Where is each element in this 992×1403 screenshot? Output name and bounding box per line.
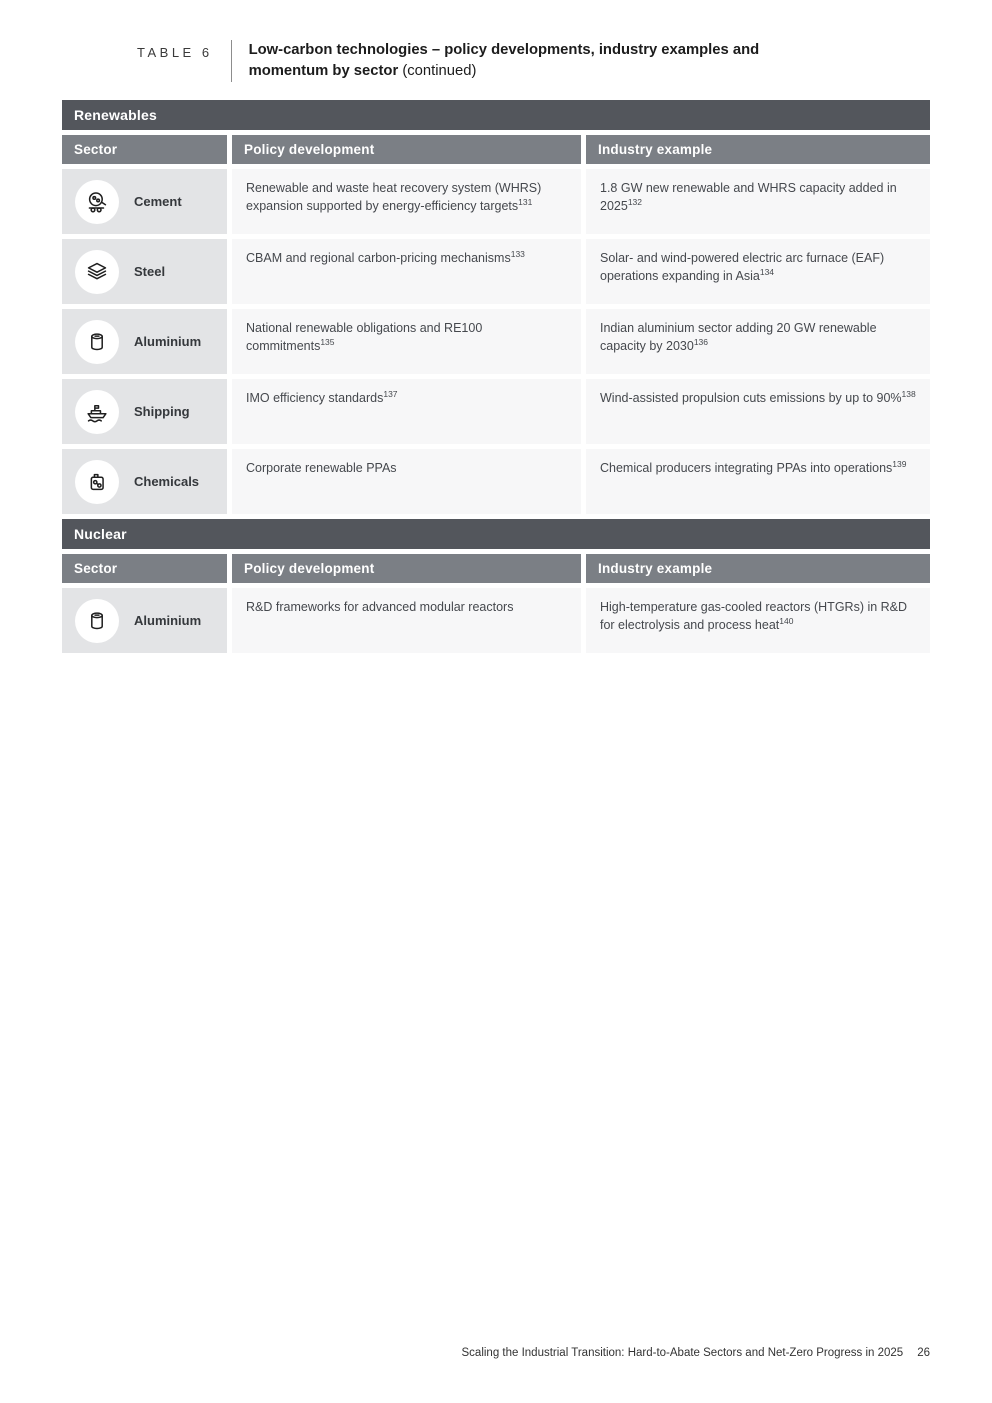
header-divider (231, 40, 232, 82)
sector-cell (62, 169, 227, 234)
industry-text: Indian aluminium sector adding 20 GW renewable capacity by 2030$^{136}$ (600, 321, 877, 353)
sector-cell (62, 309, 227, 374)
policy-cell (232, 309, 581, 374)
sector-cell (62, 239, 227, 304)
industry-cell (586, 379, 930, 444)
industry-text: Solar- and wind-powered electric arc furnace (EAF) operations expanding in Asia$^{134}$ (600, 251, 885, 283)
sector-table (62, 100, 930, 658)
page-title-continued: (continued) (402, 63, 477, 79)
table-row (62, 379, 930, 444)
industry-cell (586, 588, 930, 653)
sector-label: Steel (134, 264, 166, 279)
column-header-policy: Policy development (232, 135, 581, 164)
policy-cell (232, 379, 581, 444)
document-header (137, 40, 809, 82)
sector-label: Cement (134, 194, 182, 209)
sector-cell (62, 379, 227, 444)
industry-cell (586, 239, 930, 304)
industry-text: Wind-assisted propulsion cuts emissions by up to 90%$^{138}$ (600, 388, 916, 405)
sector-label: Aluminium (134, 334, 202, 349)
table-row (62, 449, 930, 514)
aluminium-icon (75, 320, 119, 364)
policy-text: CBAM and regional carbon-pricing mechanisms$^{133}$ (246, 248, 525, 265)
footnote-ref: 135 (320, 336, 335, 347)
column-header-industry: Industry example (586, 135, 930, 164)
footnote-ref: 139 (892, 458, 907, 469)
policy-cell (232, 169, 581, 234)
policy-cell (232, 588, 581, 653)
footnote-ref: 137 (383, 388, 398, 399)
policy-text: Renewable and waste heat recovery system (WHRS) expansion supported by energy-efficiency targets$^{131}$ (246, 181, 542, 213)
table-row (62, 588, 930, 653)
aluminium-icon (75, 599, 119, 643)
table-row (62, 309, 930, 374)
column-header-row (62, 554, 930, 583)
section-header-renewables: Renewables (62, 100, 930, 130)
policy-text: National renewable obligations and RE100 commitments$^{135}$ (246, 321, 483, 353)
page-footer (462, 1347, 931, 1359)
policy-cell (232, 449, 581, 514)
shipping-icon (75, 390, 119, 434)
industry-text: High-temperature gas-cooled reactors (HTGRs) in R&D for electrolysis and process heat$^{140}$ (600, 600, 908, 632)
industry-cell (586, 309, 930, 374)
policy-cell (232, 239, 581, 304)
section-header-nuclear: Nuclear (62, 519, 930, 549)
footnote-ref: 140 (779, 615, 794, 626)
policy-text: R&D frameworks for advanced modular reactors (246, 600, 514, 614)
page-number: 26 (917, 1347, 930, 1359)
industry-text: Chemical producers integrating PPAs into operations$^{139}$ (600, 458, 907, 475)
column-header-sector: Sector (62, 554, 227, 583)
footnote-ref: 132 (627, 196, 642, 207)
column-header-sector: Sector (62, 135, 227, 164)
sector-label: Aluminium (134, 613, 202, 628)
industry-cell (586, 449, 930, 514)
footnote-ref: 131 (518, 196, 533, 207)
footnote-ref: 136 (693, 336, 708, 347)
table-label: TABLE 6 (137, 45, 213, 60)
page-title-main: Low-carbon technologies – policy developments, industry examples and momentum by sector (248, 42, 760, 79)
footnote-ref: 138 (901, 388, 916, 399)
table-row (62, 169, 930, 234)
footnote-ref: 133 (510, 248, 525, 259)
steel-icon (75, 250, 119, 294)
footnote-ref: 134 (759, 266, 775, 277)
cement-icon (75, 180, 119, 224)
footer-text: Scaling the Industrial Transition: Hard-to-Abate Sectors and Net-Zero Progress in 2025 (461, 1347, 904, 1359)
sector-label: Shipping (134, 404, 190, 419)
page-title (249, 40, 809, 82)
column-header-industry: Industry example (586, 554, 930, 583)
sector-cell (62, 588, 227, 653)
column-header-policy: Policy development (232, 554, 581, 583)
industry-text: 1.8 GW new renewable and WHRS capacity added in 2025$^{132}$ (600, 181, 897, 213)
table-row (62, 239, 930, 304)
policy-text: Corporate renewable PPAs (246, 461, 397, 475)
industry-cell (586, 169, 930, 234)
policy-text: IMO efficiency standards$^{137}$ (246, 388, 398, 405)
column-header-row (62, 135, 930, 164)
sector-cell (62, 449, 227, 514)
chemicals-icon (75, 460, 119, 504)
sector-label: Chemicals (134, 474, 200, 489)
